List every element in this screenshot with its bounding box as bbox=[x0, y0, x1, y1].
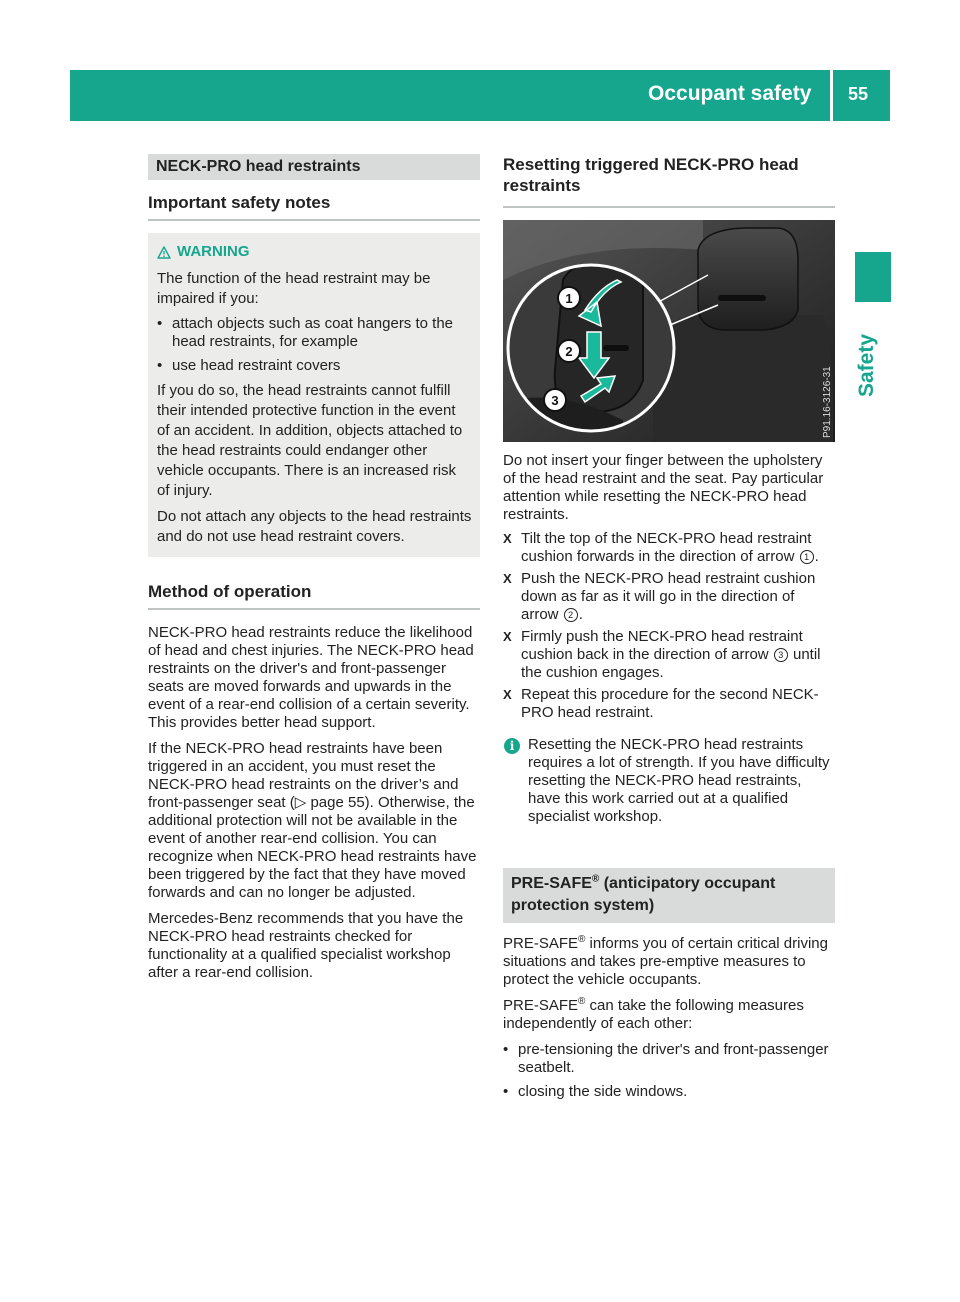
method-paragraph: Mercedes-Benz recommends that you have the NECK-PRO head restraints checked for functionality at a qualified specialist workshop after a rear-end collision. bbox=[148, 910, 464, 981]
presafe-bullet: • pre-tensioning the driver's and front-passenger seatbelt. bbox=[503, 1041, 835, 1077]
header-divider bbox=[830, 70, 833, 121]
warning-header bbox=[157, 243, 472, 261]
step-arrow-number: 2 bbox=[564, 608, 578, 622]
warning-triangle-icon bbox=[157, 246, 171, 259]
section-title: NECK-PRO head restraints bbox=[148, 154, 480, 180]
step-text: Push the NECK-PRO head restraint cushion down as far as it will go in the direction of arrow 2 . bbox=[521, 570, 816, 623]
presafe-bullet: • closing the side windows. bbox=[503, 1083, 688, 1100]
step-marker: X bbox=[503, 531, 512, 546]
info-note bbox=[503, 736, 835, 826]
callout-3 bbox=[544, 389, 566, 411]
warning-bullet-text: attach objects such as coat hangers to the head restraints, for example bbox=[172, 315, 454, 350]
presafe-bullet-text: closing the side windows. bbox=[518, 1083, 688, 1100]
step-text: Repeat this procedure for the second NECK-PRO head restraint. bbox=[521, 686, 819, 721]
reset-intro: Do not insert your finger between the upholstery of the head restraint and the seat. Pay particular attention while resetting the NECK-PRO head restraints. bbox=[503, 452, 824, 523]
svg-text:1: 1 bbox=[565, 291, 573, 306]
step-arrow-number: 1 bbox=[800, 550, 814, 564]
warning-title: WARNING bbox=[177, 243, 250, 260]
info-text: Resetting the NECK-PRO head restraints requires a lot of strength. If you have difficulty resetting the NECK-PRO head restraints, have this work carried out at a qualified specialist workshop. bbox=[528, 736, 830, 825]
step-marker: X bbox=[503, 687, 512, 702]
info-icon: i bbox=[504, 738, 520, 754]
method-paragraph: If the NECK-PRO head restraints have been triggered in an accident, you must reset the NECK-PRO head restraints on the driver’s and front-passenger seat (▷ page 55). Otherwise, the additional protection will not be available in the event of another rear-end collision. You can recognize when NECK-PRO head restraints have been triggered by the fact that they have moved forwards and can no longer be adjusted. bbox=[148, 740, 477, 901]
method-title: Method of operation bbox=[148, 581, 480, 610]
warning-bullet: • use head restraint covers bbox=[157, 357, 341, 374]
page-number: 55 bbox=[848, 84, 869, 104]
step-text: Firmly push the NECK-PRO head restraint cushion back in the direction of arrow 3 until the cushion engages. bbox=[521, 628, 821, 681]
step-item bbox=[503, 570, 835, 624]
presafe-paragraph: PRE-SAFE® informs you of certain critical driving situations and takes pre-emptive measures to protect the vehicle occupants. bbox=[503, 934, 828, 988]
step-item bbox=[503, 628, 835, 682]
method-paragraph: NECK-PRO head restraints reduce the likelihood of head and chest injuries. The NECK-PRO head restraints on the driver's and front-passenger seats are moved forwards and upwards in the event of a rear-end collision of a certain severity. This provides better head support. bbox=[148, 624, 474, 731]
left-column bbox=[148, 154, 480, 990]
presafe-paragraph: PRE-SAFE® can take the following measures independently of each other: bbox=[503, 996, 804, 1032]
step-text: Tilt the top of the NECK-PRO head restraint cushion forwards in the direction of arrow 1 . bbox=[521, 530, 819, 565]
warning-box bbox=[148, 233, 480, 557]
callout-1 bbox=[558, 287, 580, 309]
step-marker: X bbox=[503, 629, 512, 644]
warning-paragraph: If you do so, the head restraints cannot fulfill their intended protective function in the event of an accident. In addition, objects attached to the head restraints could endanger other vehicle occupants. There is an increased risk of injury. bbox=[157, 382, 463, 499]
side-tab-marker bbox=[855, 252, 891, 302]
presafe-title: PRE-SAFE® (anticipatory occupant protection system) bbox=[503, 868, 835, 923]
right-column bbox=[503, 154, 835, 1107]
warning-paragraph: Do not attach any objects to the head restraints and do not use head restraint covers. bbox=[157, 508, 472, 545]
head-restraint-illustration bbox=[503, 220, 835, 442]
step-item bbox=[503, 530, 835, 566]
figure-code: P91.16-3126-31 bbox=[822, 366, 833, 438]
warning-bullet: • attach objects such as coat hangers to the head restraints, for example bbox=[157, 315, 472, 351]
step-arrow-number: 3 bbox=[774, 648, 788, 662]
chapter-title: Occupant safety bbox=[648, 82, 812, 105]
warning-bullet-text: use head restraint covers bbox=[172, 357, 341, 374]
step-marker: X bbox=[503, 571, 512, 586]
callout-2 bbox=[558, 340, 580, 362]
side-tab-label: Safety bbox=[855, 333, 878, 397]
step-item bbox=[503, 686, 835, 722]
head-restraint-figure bbox=[503, 220, 835, 442]
warning-intro: The function of the head restraint may be impaired if you: bbox=[157, 270, 431, 307]
presafe-bullet-text: pre-tensioning the driver's and front-passenger seatbelt. bbox=[518, 1041, 829, 1076]
reset-title: Resetting triggered NECK-PRO head restraints bbox=[503, 154, 835, 208]
svg-text:2: 2 bbox=[565, 344, 573, 359]
svg-text:3: 3 bbox=[551, 393, 559, 408]
subsection-title: Important safety notes bbox=[148, 192, 480, 221]
